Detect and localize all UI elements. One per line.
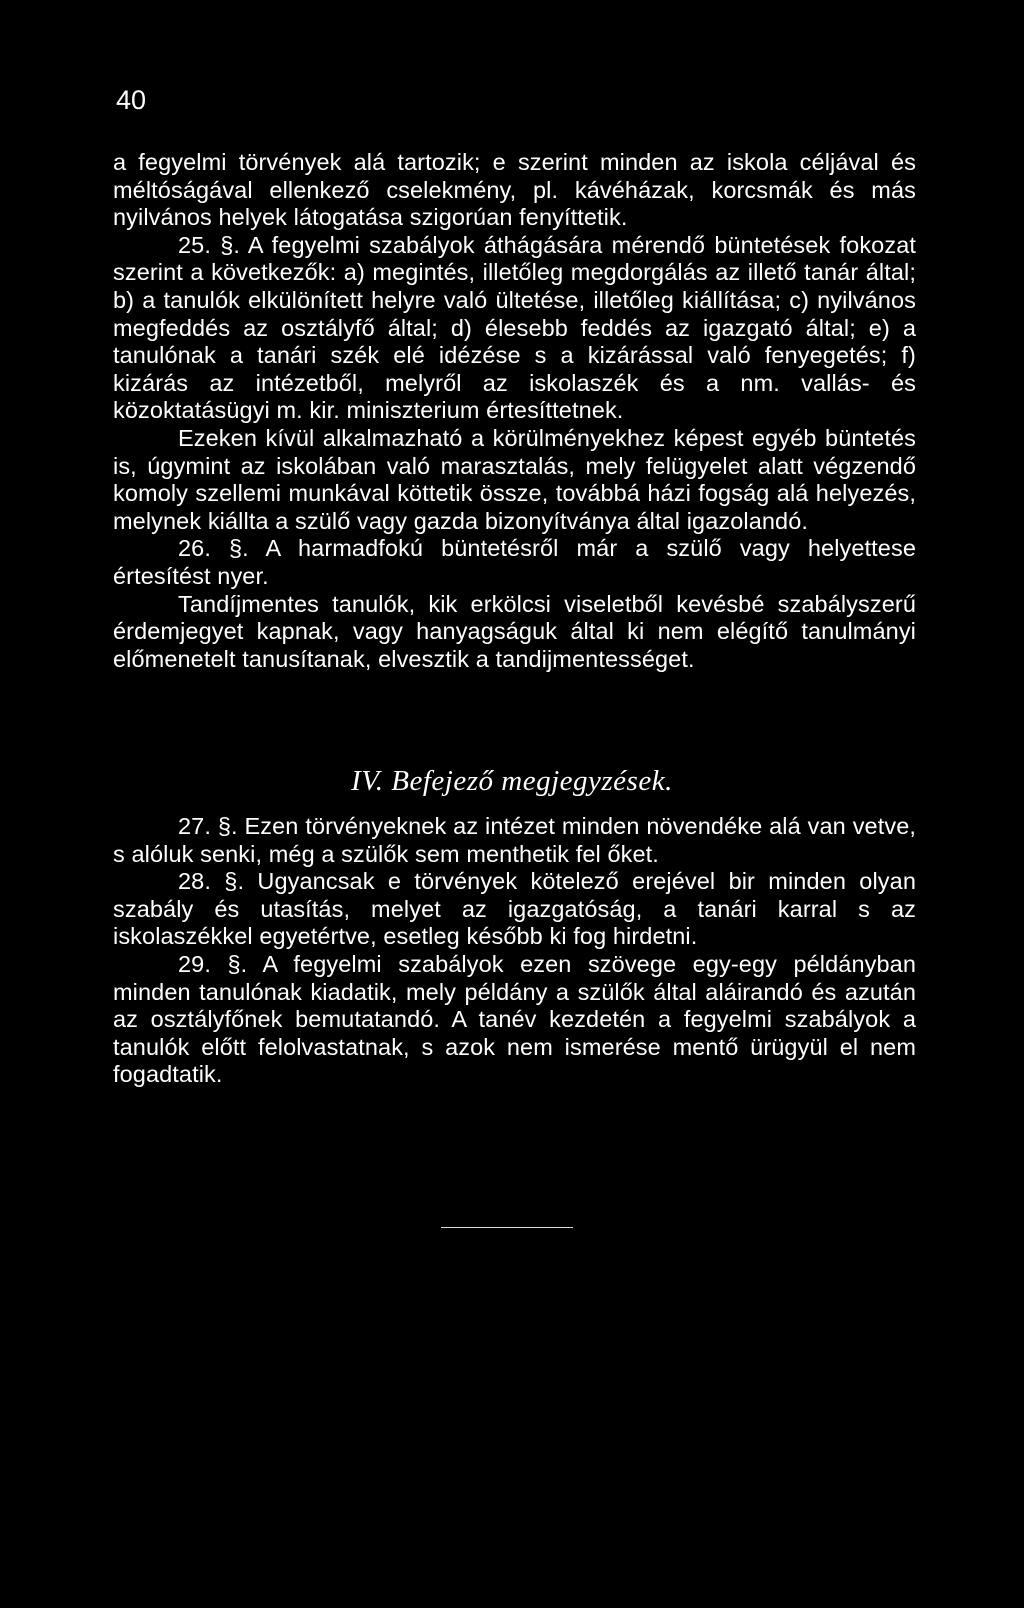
paragraph-29: 29. §. A fegyelmi szabályok ezen szövege egy-egy példányban minden tanulónak kiadatik, mely példány a szülők által aláirandó és azután az osztályfőnek bemutatandó. A tanév kezdetén a fegyelmi szabályok a tanulók előtt felolvastatnak, s azok nem ismerése mentő ürügyül el nem fogadtatik. (113, 950, 916, 1088)
page-number: 40 (116, 85, 147, 115)
body-text (113, 149, 916, 673)
paragraph-26: 26. §. A harmadfokú büntetésről már a szülő vagy helyettese értesítést nyer. (113, 535, 916, 589)
paragraph-27: 27. §. Ezen törvényeknek az intézet minden növendéke alá van vetve, s alóluk senki, még a szülők sem menthetik fel őket. (113, 813, 916, 867)
end-divider (441, 1227, 573, 1228)
section-heading: IV. Befejező megjegyzések. (351, 765, 673, 797)
section-text (113, 813, 916, 1089)
paragraph: a fegyelmi törvények alá tartozik; e szerint minden az iskola céljával és méltóságával ellenkező cselekmény, pl. kávéházak, korcsmák és más nyilvános helyek látogatása szigorúan fenyíttetik. (113, 149, 916, 231)
paragraph: Ezeken kívül alkalmazható a körülményekhez képest egyéb büntetés is, úgymint az iskolában való marasztalás, mely felügyelet alatt végzendő komoly szellemi munkával köttetik össze, továbbá házi fogság alá helyezés, melynek kiállta a szülő vagy gazda bizonyítványa által igazolandó. (113, 424, 916, 534)
paragraph-28: 28. §. Ugyancsak e törvények kötelező erejével bir minden olyan szabály és utasítás, melyet az igazgatóság, a tanári karral s az iskolaszékkel egyetértve, esetleg később ki fog hirdetni. (113, 868, 916, 950)
paragraph-25: 25. §. A fegyelmi szabályok áthágására mérendő büntetések fokozat szerint a következők: a) megintés, illetőleg megdorgálás az illető tanár által; b) a tanulók elkülönített helyre való ültetése, illetőleg kiállítása; c) nyilvános megfeddés az osztályfő által; d) élesebb feddés az igazgató által; e) a tanulónak a tanári szék elé idézése s a kizárással való fenyegetés; f) kizárás az intézetből, melyről az iskolaszék és a nm. vallás- és közoktatásügyi m. kir. miniszterium értesíttetnek. (113, 231, 916, 424)
paragraph: Tandíjmentes tanulók, kik erkölcsi viseletből kevésbé szabályszerű érdemjegyet kapnak, vagy hanyagságuk által ki nem elégítő tanulmányi előmenetelt tanusítanak, elvesztik a tandijmentességet. (113, 590, 916, 672)
